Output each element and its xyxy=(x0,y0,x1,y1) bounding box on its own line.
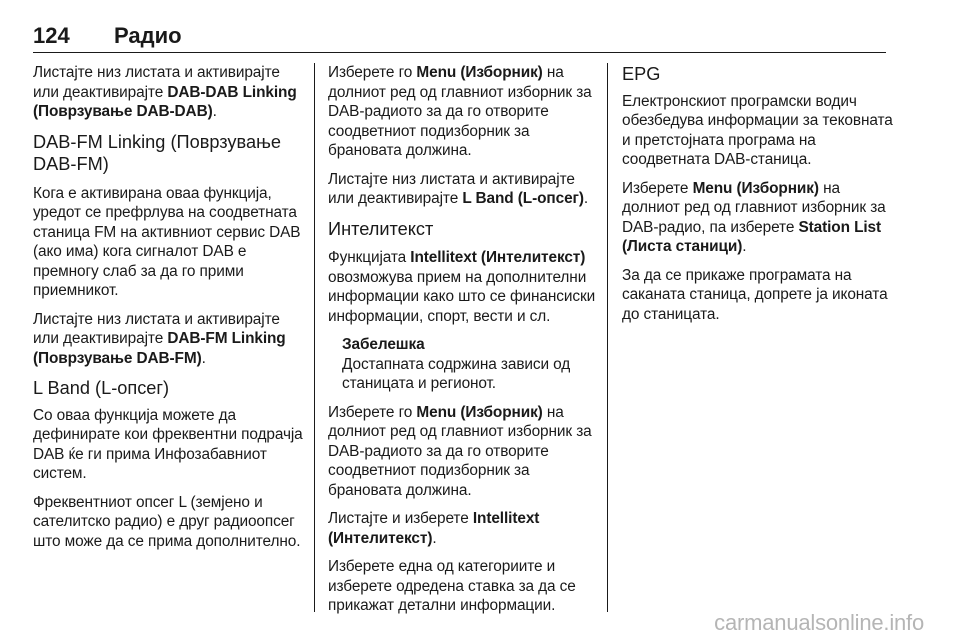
text: на долниот ред од главниот изборник за DAB-радио, па изберете xyxy=(622,179,886,236)
paragraph xyxy=(33,310,305,369)
note-title: Забелешка xyxy=(342,336,425,353)
text: Изберете го xyxy=(328,64,417,81)
note-box xyxy=(342,335,600,394)
menu-term: Intellitext (Интелитекст) xyxy=(328,510,540,547)
text: Листајте и изберете xyxy=(328,510,473,527)
text: . xyxy=(742,238,747,255)
paragraph xyxy=(328,63,600,161)
menu-term: Menu (Изборник) xyxy=(416,403,543,421)
text: . xyxy=(432,529,437,547)
paragraph xyxy=(328,170,600,209)
paragraph xyxy=(328,403,600,501)
menu-term: Intellitext (Интелитекст) xyxy=(410,249,586,266)
page-header xyxy=(33,22,886,53)
menu-term: Station List (Листа станици) xyxy=(622,218,882,255)
menu-term: Menu (Изборник) xyxy=(416,64,543,81)
paragraph xyxy=(328,248,600,326)
column-2 xyxy=(328,63,600,625)
text: Изберете xyxy=(622,179,693,197)
text: Листајте низ листата и активирајте или деактивирајте xyxy=(328,170,575,207)
column-divider xyxy=(607,63,608,612)
text: Листајте низ листата и активирајте или деактивирајте xyxy=(33,64,280,101)
paragraph: Електронскиот програмски водич обезбедува информации за тековната и претстојната програма на соодветната DAB-станица. xyxy=(622,92,893,168)
watermark: carmanualsonline.info xyxy=(714,610,924,635)
section-heading: L Band (L-опсег) xyxy=(33,378,170,398)
text: . xyxy=(583,190,589,207)
column-1 xyxy=(33,63,305,560)
text: Листајте низ листата и активирајте или деактивирајте xyxy=(33,310,280,347)
chapter-title: Радио xyxy=(114,23,182,48)
menu-term: DAB-FM Linking (Поврзување DAB-FM) xyxy=(33,330,286,367)
text: на долниот ред од главниот изборник за DAB-радиото за да го отворите соодветниот подизборник за брановата должина. xyxy=(328,64,592,159)
text: Функцијата xyxy=(328,249,411,266)
paragraph: Фреквентниот опсег L (земјено и сателитско радио) е друг радиоопсег што може да се прима дополнително. xyxy=(33,493,301,550)
column-divider xyxy=(314,63,315,612)
section-heading: DAB-FM Linking (Поврзување DAB-FM) xyxy=(33,131,281,174)
paragraph xyxy=(622,179,894,257)
page-number: 124 xyxy=(33,23,70,48)
paragraph: Кога е активирана оваа функција, уредот се префрлува на соодветната станица FM на активниот сервис DAB (ако има) кога сигналот DAB е премногу слаб за да го прими приемникот. xyxy=(33,184,301,299)
paragraph: Со оваа функција можете да дефинирате кои фреквентни подрачја DAB ќе ги прима Инфозабавниот систем. xyxy=(33,406,303,482)
paragraph xyxy=(33,63,305,122)
text: овозможува прием на дополнителни информации како што се финансиски информации, спорт, вести и сл. xyxy=(328,268,596,325)
paragraph: За да се прикаже програмата на саканата станица, допрете ја иконата до станицата. xyxy=(622,266,888,323)
text: . xyxy=(201,349,206,367)
paragraph xyxy=(328,509,600,548)
text: . xyxy=(212,103,217,120)
paragraph: Изберете една од категориите и изберете одредена ставка за да се прикажат детални информации. xyxy=(328,558,576,614)
menu-term: Menu (Изборник) xyxy=(692,179,819,197)
column-3 xyxy=(622,63,894,333)
section-heading: Интелитекст xyxy=(328,218,434,239)
note-text: Достапната содржина зависи од станицата и регионот. xyxy=(342,355,571,392)
menu-term: DAB-DAB Linking (Поврзување DAB-DAB) xyxy=(33,83,297,120)
text: Изберете го xyxy=(328,403,417,421)
text: на долниот ред од главниот изборник за DAB-радиото за да го отворите соодветниот подизборник за брановата должина. xyxy=(328,403,592,499)
section-heading: EPG xyxy=(622,64,661,84)
menu-term: L Band (L-опсег) xyxy=(462,190,584,207)
